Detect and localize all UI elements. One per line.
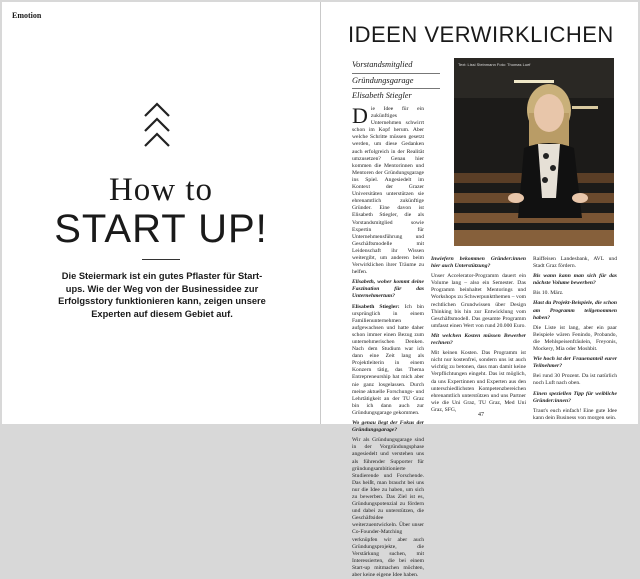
title-start-up: START UP!: [54, 207, 268, 251]
pull-name: Elisabeth Stiegler: [352, 91, 412, 100]
interview-answer: Unser Accelerator-Programm dauert ein Volume lang – also ein Semester. Das Programm beinhaltet Mentorings und Workshops zu Schwerpunktthemen – vom rechtlichen Grundwissen über Design Thinking bis hin zur Entwicklung vom Geschäftsmodell. Das gesamte Programm umfasst einen Wert von rund 20.000 Euro.: [431, 273, 526, 329]
interview-answer: Bei rund 30 Prozent. Da ist natürlich noch Luft nach oben.: [533, 373, 617, 387]
interview-question: Hast du Projekt-Beispiele, die schon am Programm teilgenommen haben?: [533, 300, 617, 321]
pull-quote: [352, 60, 440, 102]
pull-divider: [352, 73, 440, 74]
interview-answer: Die Liste ist lang, aber ein paar Beispiele wären Fenindo, Probando, die Mehlspeisenfräulein, Freyonis, Mockery, Mia oder Moshbit.: [533, 324, 617, 353]
interview-question: Wo genau liegt der Fokus der Gründungsgarage?: [352, 420, 424, 434]
section-label: Emotion: [12, 11, 42, 20]
interview-answer: Ich bin ursprünglich in einem Familienunternehmen aufgewachsen und hatte daher schon immer einen Bezug zum unternehmerischen Denken. Nach dem Studium war ich dann eine Zeit lang als Projektleiterin in einem Konzern tätig, das Thema Entrepreneurship hat mich aber nie ganz losgelassen. Durch meine aktuelle Forschungs- und Lehrtätigkeit an der TU Graz bin ich dann auch zur Gründungsgarage gekommen.: [352, 303, 424, 416]
title-how-to: How to: [108, 172, 214, 208]
interview-answer: Mit keinen Kosten. Das Programm ist nicht nur kostenfrei, sondern uns ist auch wichtig zu betonen, dass man damit keine Verpflichtungen eingeht. Das ist möglich, da uns Expertinnen und Experten aus den unterschiedlichsten Kompetenzbereichen ehrenamtlich unterstützen und uns Partner wie die Uni Graz, TU Graz, Med Uni Graz, SFG,: [431, 350, 526, 413]
intro-text: Die Steiermark ist ein gutes Pflaster für Start-ups. Wie der Weg von der Businessidee zur Erfolgsstory funktionieren kann, zeigen unsere Experten auf diesem Gebiet auf.: [58, 271, 266, 319]
interview-question: Elisabeth, woher kommt deine Faszination für das Unternehmertum?: [352, 279, 424, 300]
interview-answer: Traut's euch einfach! Eine gute Idee kann dein Business von morgen sein.: [533, 407, 617, 421]
interview-question: Bis wann kann man sich für das nächste Volume bewerben?: [533, 273, 617, 287]
article-column-3: [533, 256, 617, 421]
speaker-name: Elisabeth Stiegler:: [352, 303, 400, 310]
title-divider: [142, 259, 180, 260]
interview-question: Mit welchen Kosten müssen Bewerber rechnen?: [431, 332, 526, 347]
portrait-illustration: [454, 58, 614, 246]
article-column-2: [431, 256, 526, 412]
col1-paragraph: ie Idee für ein zukünftiges Unternehmen schwirrt schon im Kopf herum. Aber welche Schritte müssen gesetzt werden, um diese Gedanken auch erfolgreich in der Realität umzusetzen? Genau hier kommen die Mentorinnen und Mentoren der Gründungsgarage ins Spiel. Angesiedelt im Kontext der Grazer Universitäten unterstützen sie ehrenamtlich zukünftige Gründer. Eine davon ist Elisabeth Stiegler, die als Vorstandsmitglied sowie Expertin für Unternehmensführung und Geschäftsmodelle mit Leidenschaft ihr Wissen weitergibt, um anderen beim Verwirklichen ihrer Träume zu helfen.: [352, 106, 424, 276]
interview-answer: Bis 10. März.: [533, 290, 564, 297]
interview-answer: Raiffeisen Landesbank, AVL und Stadt Graz fördern.: [533, 256, 617, 270]
page-number: 47: [478, 412, 484, 418]
chevron-up-icon: [142, 100, 172, 152]
article-headline: IDEEN VERWIRKLICHEN: [348, 22, 614, 47]
interview-answer: Wir als Gründungsgarage sind in der Vorgründungsphase angesiedelt und verstehen uns als führender Supporter für gründungsambitionierte Studierende und Forschende. Das heißt, man braucht bei uns nur die Idee zu haben, um sich zu bewerben. Das Ziel ist es, Gründungspotenzial zu fördern und dabei zu unterstützen, die Geschäftsidee weiterzuentwickeln. Über unser Co-Founder-Matching verknüpfen wir aber auch Gründungsprojekte, die Verstärkung suchen, mit Interessierten, die bei einem Start-up mitmachen möchten, aber keine eigene Idee haben.: [352, 437, 424, 578]
portrait-photo: [454, 58, 614, 246]
pull-divider: [352, 88, 440, 89]
article-column-1: [352, 103, 424, 578]
interview-question: Wie hoch ist der Frauenanteil eurer Teilnehmer?: [533, 356, 617, 370]
drop-cap: D: [352, 103, 368, 128]
pull-role: Vorstandsmitglied: [352, 60, 413, 69]
photo-credit: Text: Lissi Steinmann Foto: Thomas Luef: [458, 62, 531, 67]
left-page: [2, 2, 321, 424]
pull-org: Gründungsgarage: [352, 75, 414, 85]
interview-question: Einen speziellen Tipp für weibliche Gründer:innen?: [533, 390, 617, 404]
interview-question: Inwiefern bekommen Gründer:innen hier auch Unterstützung?: [431, 256, 526, 270]
